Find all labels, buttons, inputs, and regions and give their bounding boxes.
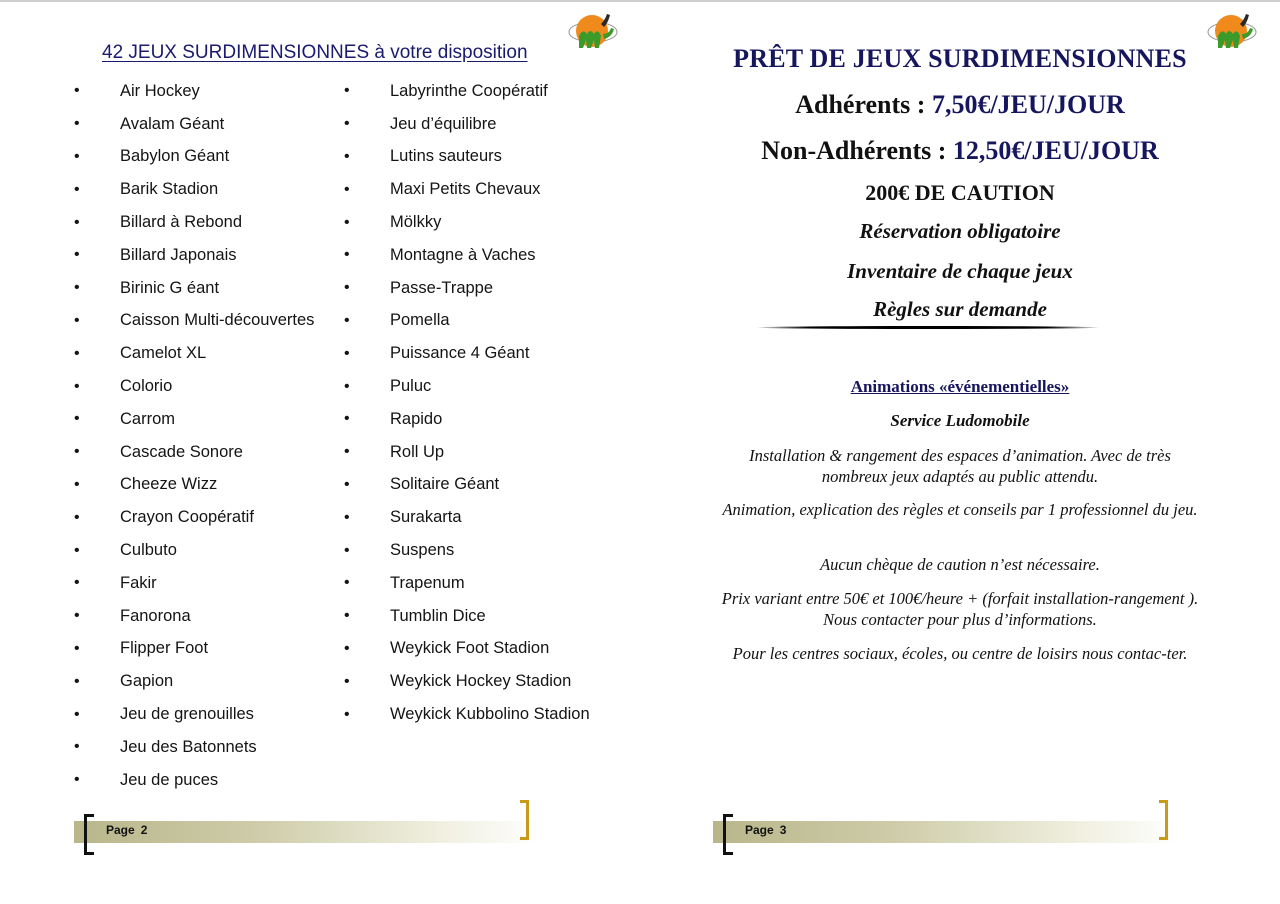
loan-title: PRÊT DE JEUX SURDIMENSIONNES [733, 44, 1187, 73]
game-name: Tumblin Dice [390, 606, 486, 625]
game-list-item [72, 75, 314, 108]
bullet-icon: • [74, 738, 80, 756]
game-name: Carrom [120, 409, 176, 428]
bullet-icon: • [344, 147, 350, 165]
rules-text: Règles sur demande [873, 297, 1047, 321]
deposit-text: 200€ DE CAUTION [865, 180, 1055, 205]
game-name: Avalam Géant [120, 114, 225, 133]
bullet-icon: • [74, 410, 80, 428]
bullet-icon: • [344, 377, 350, 395]
bullet-icon: • [344, 508, 350, 526]
game-name: Gapion [120, 672, 174, 691]
game-list-item [72, 173, 314, 206]
top-border [0, 0, 1280, 2]
bracket-close-icon [520, 800, 529, 840]
bracket-open-icon [84, 814, 94, 855]
game-list-item [342, 501, 590, 534]
bullet-icon: • [344, 213, 350, 231]
bullet-icon: • [74, 279, 80, 297]
page-word: Page [106, 823, 135, 837]
game-list-item [342, 75, 590, 108]
game-list-item [72, 337, 314, 370]
bullet-icon: • [74, 115, 80, 133]
page-number-label [106, 823, 153, 837]
game-name: Rapido [390, 409, 443, 428]
games-list-title: 42 JEUX SURDIMENSIONNES à votre disposition [102, 42, 528, 63]
game-name: Passe-Trappe [390, 278, 494, 297]
bullet-icon: • [74, 443, 80, 461]
game-name: Crayon Coopératif [120, 508, 254, 527]
game-name: Jeu d’équilibre [390, 114, 497, 133]
bullet-icon: • [74, 82, 80, 100]
logo-icon [567, 10, 619, 52]
game-list-item [72, 141, 314, 174]
game-list-item [72, 370, 314, 403]
game-list-item [342, 206, 590, 239]
game-name: Babylon Géant [120, 147, 230, 166]
game-name: Montagne à Vaches [390, 245, 536, 264]
page-word: Page [745, 823, 774, 837]
game-list-item [72, 665, 314, 698]
game-list-item [72, 698, 314, 731]
price-members [700, 90, 1220, 120]
game-list-item [342, 173, 590, 206]
game-name: Mölkky [390, 213, 442, 232]
page-number-label [745, 823, 792, 837]
bullet-icon: • [74, 541, 80, 559]
game-name: Air Hockey [120, 81, 200, 100]
game-list-item [72, 633, 314, 666]
game-list-item [342, 337, 590, 370]
paragraph-animation: Animation, explication des règles et conseils par 1 professionnel du jeu. [722, 500, 1198, 519]
bullet-icon: • [74, 377, 80, 395]
game-list-item [342, 403, 590, 436]
game-list-item [72, 731, 314, 764]
page-footer-2 [74, 800, 534, 850]
game-list-item [72, 764, 314, 797]
bullet-icon: • [344, 115, 350, 133]
game-list-item [72, 501, 314, 534]
game-name: Weykick Kubbolino Stadion [390, 705, 590, 724]
price-members-value: 7,50€/JEU/JOUR [931, 90, 1125, 119]
paragraph-contact: Pour les centres sociaux, écoles, ou centre de loisirs nous contac-ter. [732, 644, 1188, 663]
game-name: Labyrinthe Coopératif [390, 81, 548, 100]
game-name: Billard Japonais [120, 245, 237, 264]
price-members-label: Adhérents : [795, 90, 932, 119]
games-list-column-1 [72, 75, 314, 797]
page-number: 2 [140, 823, 148, 837]
game-list-item [342, 698, 590, 731]
game-list-item [342, 436, 590, 469]
game-list-item [342, 633, 590, 666]
bullet-icon: • [344, 574, 350, 592]
game-name: Caisson Multi-découvertes [120, 311, 315, 330]
game-name: Cheeze Wizz [120, 475, 218, 494]
game-name: Fanorona [120, 606, 191, 625]
game-name: Fakir [120, 573, 157, 592]
game-list-item [72, 272, 314, 305]
game-name: Jeu de grenouilles [120, 705, 254, 724]
game-list-item [342, 305, 590, 338]
bullet-icon: • [74, 344, 80, 362]
game-list-item [342, 141, 590, 174]
game-list-item [72, 469, 314, 502]
page-footer-3 [713, 800, 1173, 850]
game-list-item [342, 370, 590, 403]
page-number: 3 [779, 823, 787, 837]
bullet-icon: • [74, 475, 80, 493]
bullet-icon: • [74, 508, 80, 526]
game-list-item [72, 534, 314, 567]
paragraph-no-deposit: Aucun chèque de caution n’est nécessaire. [820, 555, 1100, 574]
game-list-item [342, 600, 590, 633]
price-non-members-label: Non-Adhérents : [761, 136, 953, 165]
bullet-icon: • [74, 147, 80, 165]
game-name: Maxi Petits Chevaux [390, 180, 541, 199]
game-list-item [72, 600, 314, 633]
game-list-item [342, 567, 590, 600]
bracket-close-icon [1159, 800, 1168, 840]
paragraph-pricing: Prix variant entre 50€ et 100€/heure + (forfait installation-rangement ). Nous contacter pour plus d’informations. [721, 589, 1199, 629]
game-list-item [72, 567, 314, 600]
game-name: Birinic G éant [120, 278, 220, 297]
animations-title: Animations «événementielles» [850, 377, 1070, 396]
game-name: Billard à Rebond [120, 213, 242, 232]
bullet-icon: • [344, 279, 350, 297]
game-name: Surakarta [390, 508, 462, 527]
bullet-icon: • [344, 180, 350, 198]
bullet-icon: • [344, 639, 350, 657]
game-list-item [342, 469, 590, 502]
game-list-item [72, 206, 314, 239]
game-list-item [72, 403, 314, 436]
bullet-icon: • [74, 771, 80, 789]
game-name: Weykick Foot Stadion [390, 639, 550, 658]
bullet-icon: • [344, 82, 350, 100]
game-list-item [342, 239, 590, 272]
bullet-icon: • [74, 180, 80, 198]
game-name: Pomella [390, 311, 450, 330]
service-title: Service Ludomobile [890, 411, 1030, 430]
game-name: Jeu de puces [120, 770, 219, 789]
game-list-item [72, 305, 314, 338]
bullet-icon: • [74, 213, 80, 231]
bullet-icon: • [74, 311, 80, 329]
game-name: Lutins sauteurs [390, 147, 502, 166]
price-non-members [700, 136, 1220, 166]
game-list-item [72, 436, 314, 469]
game-name: Cascade Sonore [120, 442, 243, 461]
bullet-icon: • [344, 344, 350, 362]
divider [757, 326, 1099, 329]
price-non-members-value: 12,50€/JEU/JOUR [952, 136, 1159, 165]
game-name: Colorio [120, 377, 173, 396]
game-name: Barik Stadion [120, 180, 219, 199]
game-list-item [342, 272, 590, 305]
bullet-icon: • [74, 672, 80, 690]
game-name: Puluc [390, 377, 432, 396]
bullet-icon: • [344, 246, 350, 264]
game-list-item [342, 534, 590, 567]
bullet-icon: • [344, 541, 350, 559]
game-name: Weykick Hockey Stadion [390, 672, 572, 691]
bullet-icon: • [344, 607, 350, 625]
game-name: Flipper Foot [120, 639, 209, 658]
game-list-item [342, 108, 590, 141]
game-list-item [342, 665, 590, 698]
game-name: Camelot XL [120, 344, 207, 363]
bullet-icon: • [74, 705, 80, 723]
inventory-text: Inventaire de chaque jeux [847, 259, 1073, 283]
bullet-icon: • [344, 672, 350, 690]
game-name: Jeu des Batonnets [120, 737, 257, 756]
bullet-icon: • [344, 705, 350, 723]
game-name: Solitaire Géant [390, 475, 500, 494]
bullet-icon: • [74, 607, 80, 625]
game-name: Roll Up [390, 442, 445, 461]
games-list-column-2 [342, 75, 590, 731]
bullet-icon: • [74, 574, 80, 592]
game-name: Culbuto [120, 541, 177, 560]
game-list-item [72, 108, 314, 141]
bullet-icon: • [344, 311, 350, 329]
bullet-icon: • [74, 639, 80, 657]
bullet-icon: • [344, 475, 350, 493]
bullet-icon: • [344, 443, 350, 461]
game-name: Puissance 4 Géant [390, 344, 530, 363]
bracket-open-icon [723, 814, 733, 855]
paragraph-installation: Installation & rangement des espaces d’animation. Avec de très nombreux jeux adaptés au public attendu. [749, 446, 1171, 486]
game-name: Trapenum [390, 573, 465, 592]
bullet-icon: • [74, 246, 80, 264]
reservation-text: Réservation obligatoire [859, 219, 1061, 243]
game-name: Suspens [390, 541, 455, 560]
game-list-item [72, 239, 314, 272]
bullet-icon: • [344, 410, 350, 428]
